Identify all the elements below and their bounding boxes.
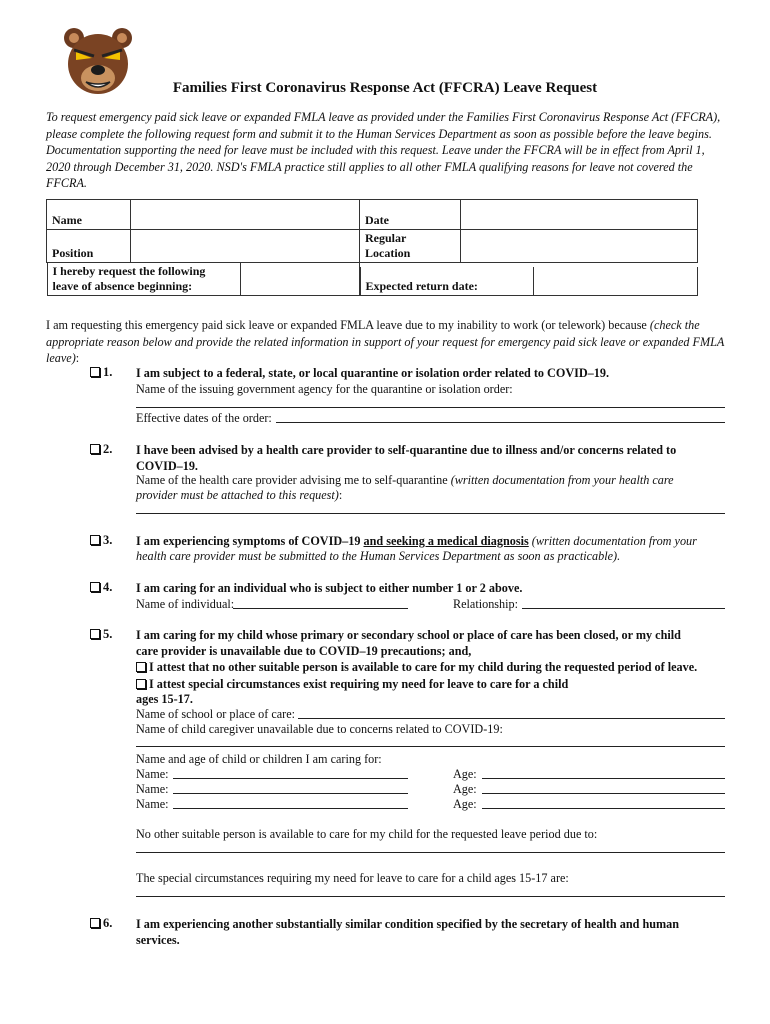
request-intro [46, 317, 726, 367]
request-begin-label [47, 263, 240, 296]
item-5-special-line[interactable] [136, 896, 725, 897]
checkbox-icon [90, 582, 100, 592]
child-name-label-2: Name: [136, 782, 169, 796]
request-intro-end: : [75, 351, 80, 366]
request-intro-text: I am requesting this emergency paid sick leave or expanded FMLA leave due to my inability to work (or telework) because [46, 318, 650, 332]
item-6-number: 6. [103, 916, 113, 930]
item-3-heading-underlined: and seeking a medical diagnosis [363, 534, 529, 548]
item-5-checkbox[interactable] [90, 627, 112, 642]
regular-location-label [360, 230, 461, 263]
item-3-note: health care provider must be submitted to the Human Services Department as soon as practicable). [136, 549, 621, 563]
return-date-label: Expected return date: [360, 267, 533, 296]
item-5-special-label: The special circumstances requiring my need for leave to care for a child ages 15-17 are: [136, 871, 569, 885]
item-1-agency-line[interactable] [136, 407, 725, 408]
return-date-field[interactable] [533, 267, 697, 296]
request-intro-italic: (check the appropriate reason below and provide the related information in support of your request for emergency paid sick leave or expanded FMLA leave) [46, 318, 725, 366]
child-age-label-2: Age: [453, 782, 477, 796]
item-2-heading-2: COVID–19. [136, 459, 198, 473]
item-2-provider-line[interactable] [136, 513, 725, 514]
position-label: Position [47, 230, 131, 263]
item-5-children-label: Name and age of child or children I am caring for: [136, 752, 382, 766]
item-4-name-label: Name of individual: [136, 597, 235, 611]
name-field[interactable] [131, 200, 360, 230]
item-2-provider-label [136, 472, 736, 488]
item-4-heading: I am caring for an individual who is subject to either number 1 or 2 above. [136, 581, 523, 595]
checkbox-icon [90, 535, 100, 545]
item-1-checkbox[interactable] [90, 365, 112, 380]
item-4-number: 4. [103, 580, 113, 594]
date-label: Date [360, 200, 461, 230]
item-5-no-other-label: No other suitable person is available to care for my child for the requested leave period due to: [136, 827, 598, 841]
child-name-line-1[interactable] [173, 778, 408, 779]
item-5-no-other-line[interactable] [136, 852, 725, 853]
child-age-label-1: Age: [453, 767, 477, 781]
item-1-agency-label: Name of the issuing government agency for the quarantine or isolation order: [136, 382, 513, 396]
item-5-attest-1-text: I attest that no other suitable person is available to care for my child during the requested period of leave. [149, 660, 698, 674]
item-5-school-line[interactable] [298, 718, 725, 719]
item-3-heading-note: (written documentation from your [528, 534, 697, 548]
item-5-caregiver-line[interactable] [136, 746, 725, 747]
item-4-checkbox[interactable] [90, 580, 112, 595]
item-2-heading-1: I have been advised by a health care provider to self-quarantine due to illness and/or concerns related to [136, 443, 677, 457]
checkbox-icon [136, 679, 146, 689]
item-3-heading [136, 533, 746, 549]
item-5-number: 5. [103, 627, 113, 641]
item-5-heading-2: care provider is unavailable due to COVID–19 precautions; and, [136, 644, 472, 658]
name-label: Name [47, 200, 131, 230]
item-1-dates-line[interactable] [276, 422, 725, 423]
item-6-checkbox[interactable] [90, 916, 112, 931]
item-5-attest-1[interactable] [136, 659, 746, 675]
item-6-heading-1: I am experiencing another substantially similar condition specified by the secretary of health and human [136, 917, 680, 931]
page-title: Families First Coronavirus Response Act (FFCRA) Leave Request [172, 80, 598, 96]
item-2-checkbox[interactable] [90, 442, 112, 457]
location-label: Location [365, 246, 411, 260]
item-2-provider-text: Name of the health care provider advising me to self-quarantine [136, 473, 451, 487]
item-2-provider-label-2 [136, 487, 342, 503]
item-4-relationship-label: Relationship: [453, 597, 518, 611]
item-3-number: 3. [103, 533, 113, 547]
item-2-number: 2. [103, 442, 113, 456]
employee-info-table [46, 199, 698, 296]
child-age-label-3: Age: [453, 797, 477, 811]
child-age-line-1[interactable] [482, 778, 725, 779]
item-5-attest-2-text: I attest special circumstances exist requiring my need for leave to care for a child [149, 677, 569, 691]
checkbox-icon [136, 662, 146, 672]
child-age-line-3[interactable] [482, 808, 725, 809]
checkbox-icon [90, 918, 100, 928]
item-5-attest-2-cont: ages 15-17. [136, 692, 193, 706]
item-4-name-line[interactable] [233, 608, 408, 609]
child-name-line-3[interactable] [173, 808, 408, 809]
item-4-relationship-line[interactable] [522, 608, 725, 609]
item-5-attest-2[interactable] [136, 676, 746, 692]
item-3-heading-text: I am experiencing symptoms of COVID–19 [136, 534, 364, 548]
checkbox-icon [90, 367, 100, 377]
position-field[interactable] [131, 230, 360, 263]
child-name-label-1: Name: [136, 767, 169, 781]
checkbox-icon [90, 444, 100, 454]
regular-location-field[interactable] [461, 230, 698, 263]
date-field[interactable] [461, 200, 698, 230]
item-3-checkbox[interactable] [90, 533, 112, 548]
item-5-heading-1: I am caring for my child whose primary or secondary school or place of care has been closed, or my child [136, 628, 681, 642]
item-5-caregiver-label: Name of child caregiver unavailable due to concerns related to COVID-19: [136, 722, 503, 736]
child-name-line-2[interactable] [173, 793, 408, 794]
regular-label: Regular [365, 231, 407, 245]
child-name-label-3: Name: [136, 797, 169, 811]
request-label-2: leave of absence beginning: [52, 279, 193, 293]
item-1-dates-label: Effective dates of the order: [136, 411, 272, 425]
intro-paragraph: To request emergency paid sick leave or expanded FMLA leave as provided under the Families First Coronavirus Response Act (FFCRA), please complete the following request form and submit it to the Human Services Department as soon as possible before the leave begins. Documentation supporting the need for leave must be included with this request. Leave under the FFCRA will be in effect from April 1, 2020 through December 31, 2020. NSD's FMLA practice still applies to all other FMLA qualifying reasons for leave not covered the FFCRA. [46, 110, 721, 191]
item-2-provider-note: (written documentation from your health care [450, 473, 674, 487]
begin-date-field[interactable] [240, 263, 359, 296]
item-2-colon: : [338, 488, 343, 502]
item-5-school-label: Name of school or place of care: [136, 707, 296, 721]
checkbox-icon [90, 629, 100, 639]
item-2-provider-note-2: provider must be attached to this request) [136, 488, 339, 502]
request-label-1: I hereby request the following [52, 264, 206, 278]
item-6-heading-2: services. [136, 933, 180, 947]
child-age-line-2[interactable] [482, 793, 725, 794]
item-1-heading: I am subject to a federal, state, or local quarantine or isolation order related to COVID–19. [136, 366, 610, 380]
item-1-number: 1. [103, 365, 113, 379]
